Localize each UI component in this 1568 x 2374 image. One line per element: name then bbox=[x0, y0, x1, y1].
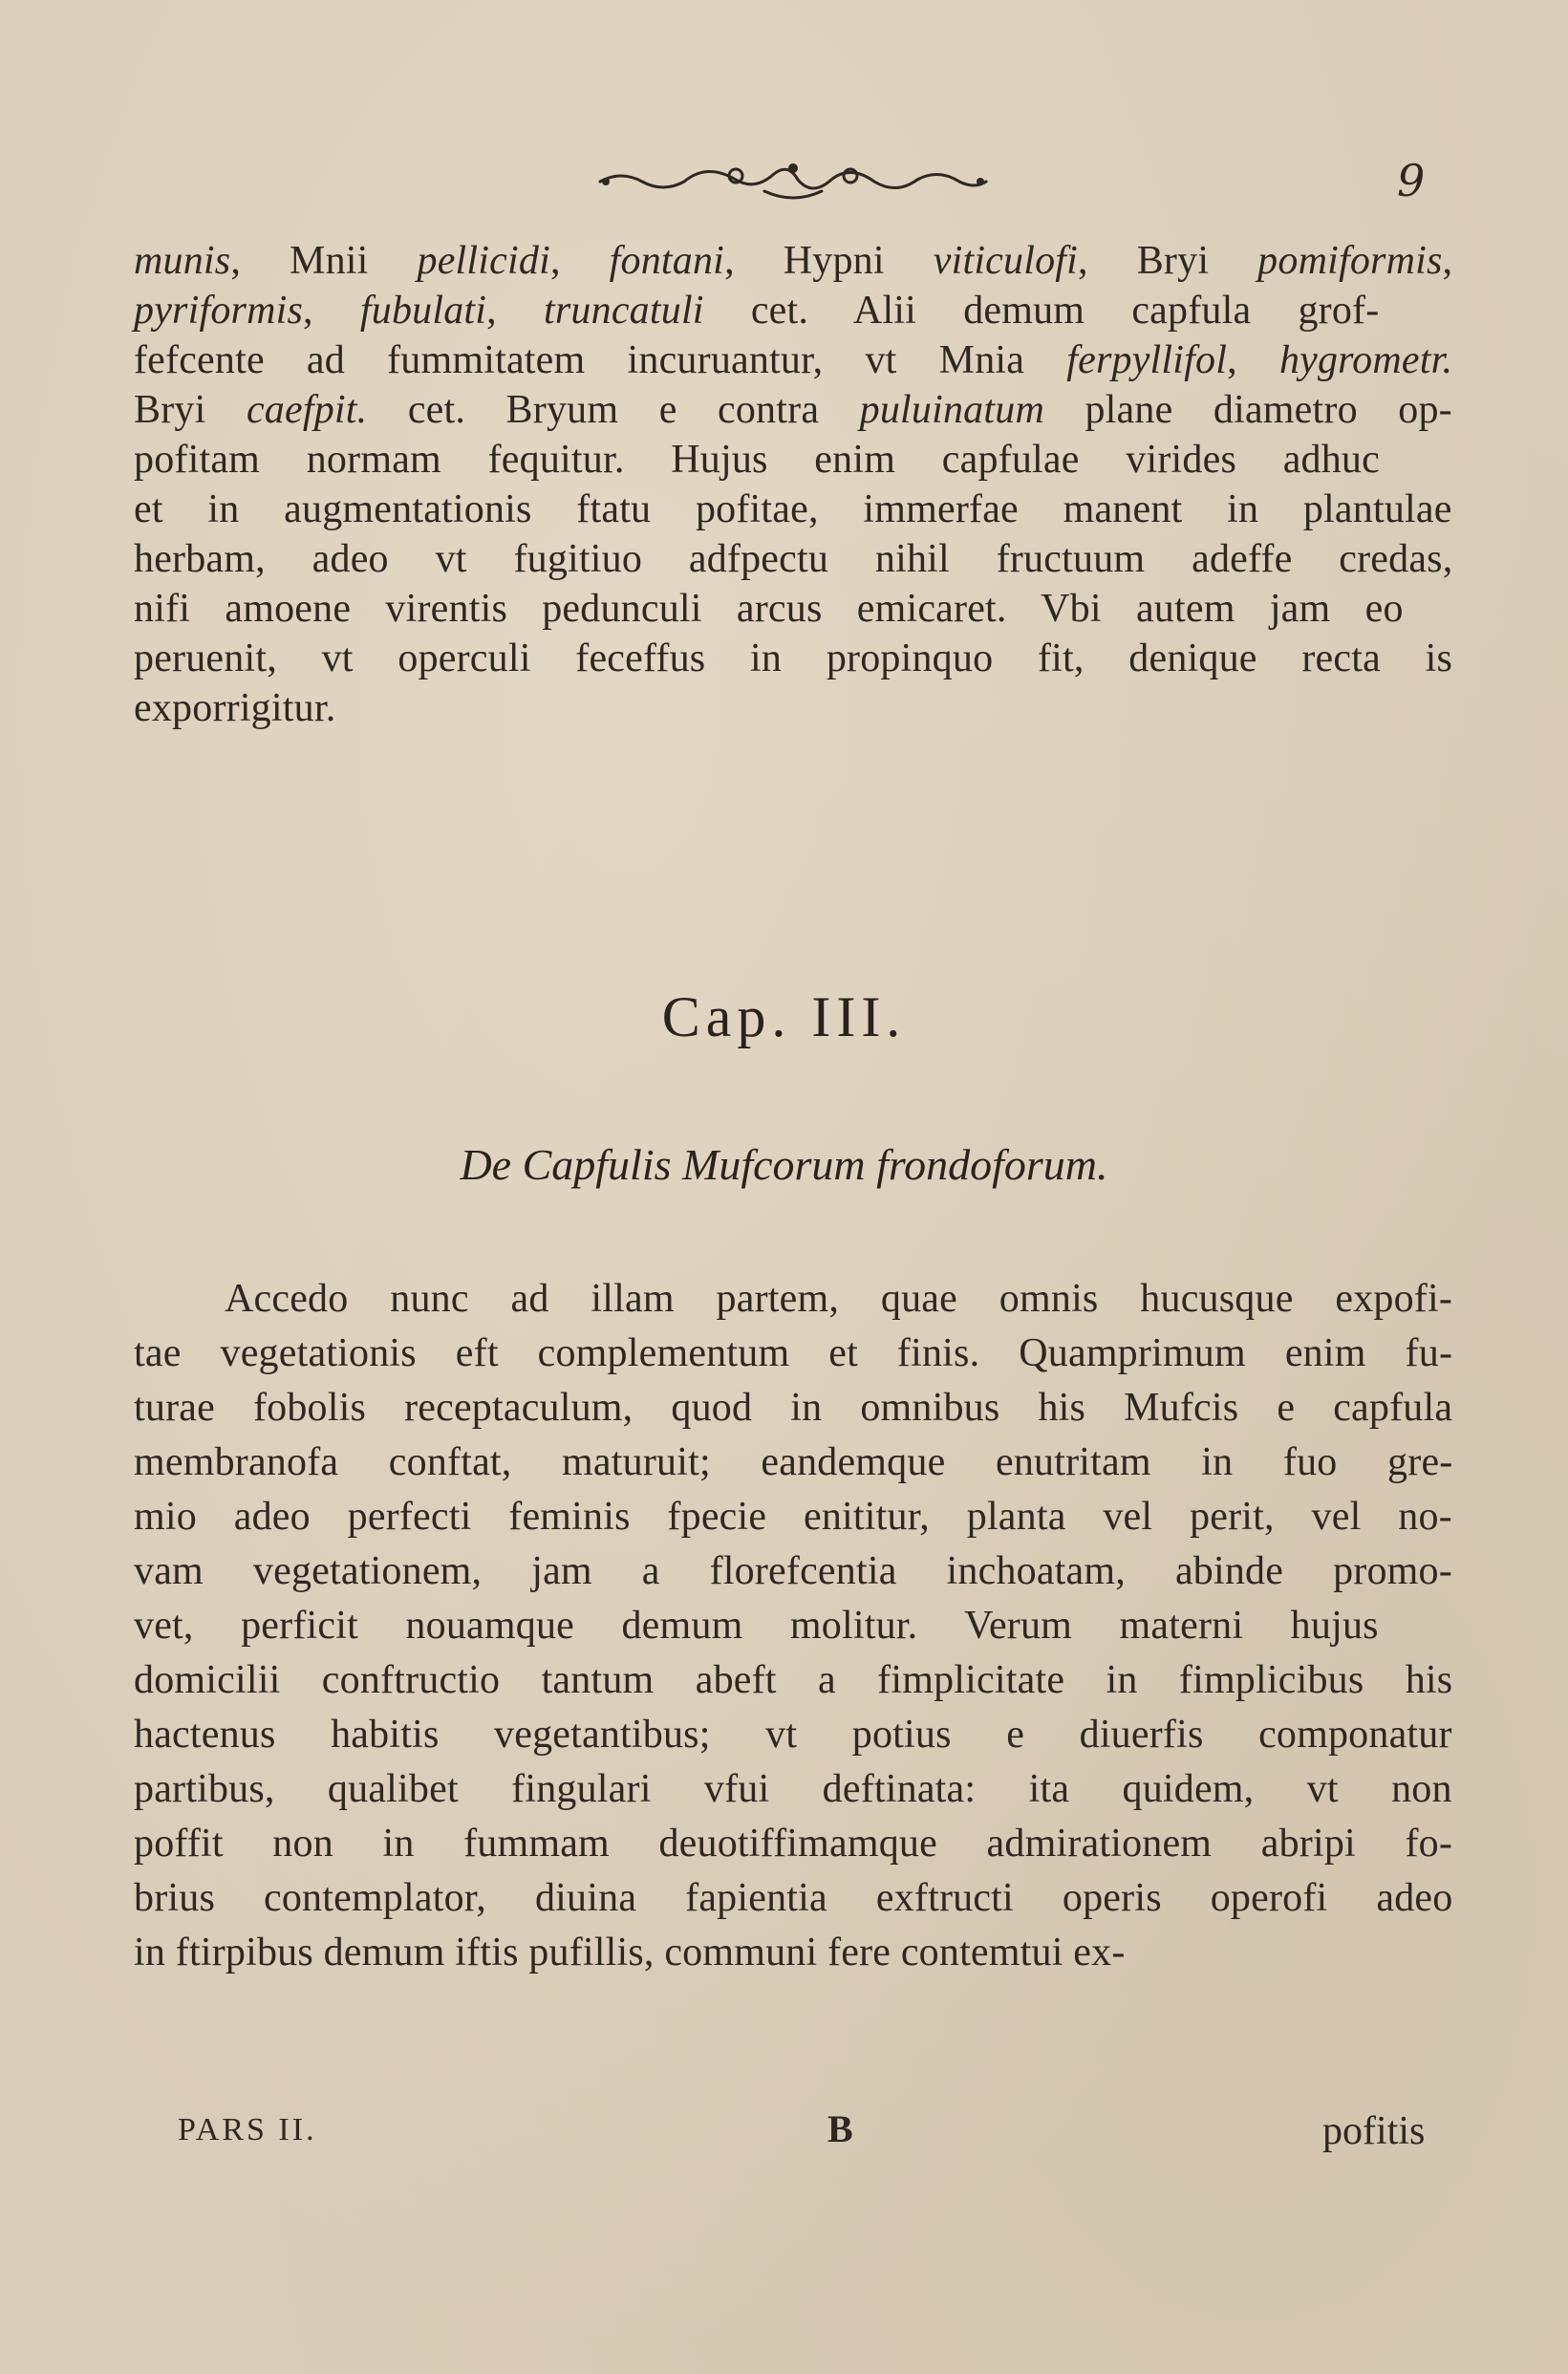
text-line bbox=[134, 1497, 1452, 1537]
text-line bbox=[134, 1388, 1452, 1428]
text-run: tae vegetationis eft complementum et finis. Quamprimum enim fu- bbox=[134, 1331, 1453, 1375]
chapter-heading: Cap. III. bbox=[661, 985, 907, 1048]
text-line bbox=[134, 340, 1452, 380]
italic-text: truncatuli bbox=[544, 289, 704, 333]
text-run: hactenus habitis vegetantibus; vt potius e diuerfis componatur bbox=[134, 1713, 1452, 1757]
text-run: , bbox=[303, 289, 360, 333]
text-line bbox=[134, 1660, 1452, 1700]
text-line bbox=[225, 1279, 1452, 1319]
text-line bbox=[134, 688, 335, 728]
sheet-mark: B bbox=[827, 2107, 853, 2150]
italic-text: pomiformis bbox=[1257, 239, 1443, 283]
text-run: herbam, adeo vt fugitiuo adfpectu nihil fructuum adeffe credas, bbox=[134, 537, 1453, 581]
signature-mark: PARS II. bbox=[178, 2112, 317, 2147]
italic-text: munis bbox=[134, 239, 231, 283]
text-line bbox=[134, 1606, 1379, 1646]
italic-text: hygrometr. bbox=[1278, 338, 1453, 382]
text-run: , Bryi bbox=[1078, 239, 1258, 283]
text-line bbox=[134, 390, 1452, 430]
text-run: nifi amoene virentis pedunculi arcus emicaret. Vbi autem jam eo bbox=[134, 587, 1404, 631]
text-run: , bbox=[549, 239, 610, 283]
text-run: , bbox=[486, 289, 545, 333]
text-line bbox=[134, 489, 1452, 529]
printer-ornament-icon bbox=[592, 153, 994, 206]
text-line bbox=[134, 539, 1452, 579]
text-line bbox=[134, 1769, 1452, 1809]
catchword: pofitis bbox=[1322, 2109, 1426, 2153]
italic-text: puluinatum bbox=[859, 388, 1044, 432]
text-run: fefcente ad fummitatem incuruantur, vt Mnia bbox=[134, 338, 1067, 382]
text-run: Bryi bbox=[134, 388, 247, 432]
text-run: vet, perficit nouamque demum molitur. Verum materni hujus bbox=[134, 1604, 1379, 1648]
text-run: , Hypni bbox=[724, 239, 934, 283]
page-number: 9 bbox=[1397, 155, 1426, 206]
text-run: , Mnii bbox=[230, 239, 418, 283]
text-run: cet. Alii demum capfula grof- bbox=[703, 289, 1380, 333]
text-line bbox=[134, 1824, 1452, 1864]
text-run: exporrigitur. bbox=[134, 686, 336, 730]
text-run: turae fobolis receptaculum, quod in omnibus his Mufcis e capfula bbox=[134, 1386, 1453, 1430]
text-run: pofitam normam fequitur. Hujus enim capfulae virides adhuc bbox=[134, 438, 1380, 482]
italic-text: pellicidi bbox=[417, 239, 550, 283]
text-run: peruenit, vt operculi feceffus in propinquo fit, denique recta is bbox=[134, 637, 1453, 680]
text-line bbox=[134, 440, 1380, 480]
text-run: brius contemplator, diuina fapientia exftructi operis operofi adeo bbox=[134, 1876, 1453, 1920]
text-run: Accedo nunc ad illam partem, quae omnis hucusque expofi- bbox=[225, 1277, 1453, 1321]
text-line bbox=[134, 291, 1379, 331]
text-line bbox=[134, 1715, 1452, 1755]
text-line bbox=[134, 1878, 1452, 1918]
text-line bbox=[134, 1932, 1126, 1973]
text-line bbox=[134, 1442, 1452, 1482]
text-run: mio adeo perfecti feminis fpecie enititur, planta vel perit, vel no- bbox=[134, 1495, 1452, 1539]
text-run: domicilii conftructio tantum abeft a fimplicitate in fimplicibus his bbox=[134, 1658, 1453, 1702]
text-run: , bbox=[1442, 239, 1453, 283]
text-line bbox=[134, 589, 1404, 629]
italic-text: viticulofi bbox=[933, 239, 1079, 283]
text-line bbox=[134, 1333, 1452, 1373]
text-run: plane diametro op- bbox=[1043, 388, 1452, 432]
chapter-subheading: De Capfulis Mufcorum frondoforum. bbox=[460, 1140, 1108, 1189]
text-run: cet. Bryum e contra bbox=[367, 388, 860, 432]
text-run: partibus, qualibet fingulari vfui deftinata: ita quidem, vt non bbox=[134, 1767, 1452, 1811]
italic-text: pyriformis bbox=[134, 289, 304, 333]
text-run: , bbox=[1227, 338, 1279, 382]
text-run: vam vegetationem, jam a florefcentia inchoatam, abinde promo- bbox=[134, 1549, 1452, 1593]
text-run: membranofa conftat, maturuit; eandemque enutritam in fuo gre- bbox=[134, 1440, 1453, 1484]
text-run: et in augmentationis ftatu pofitae, immerfae manent in plantulae bbox=[134, 487, 1452, 531]
text-run: in ftirpibus demum iftis pufillis, communi fere contemtui ex- bbox=[134, 1931, 1126, 1975]
text-line bbox=[134, 1551, 1452, 1591]
text-line bbox=[134, 241, 1452, 281]
italic-text: ferpyllifol bbox=[1066, 338, 1228, 382]
italic-text: fubulati bbox=[359, 289, 487, 333]
italic-text: caefpit. bbox=[246, 388, 368, 432]
text-run: poffit non in fummam deuotiffimamque admirationem abripi fo- bbox=[134, 1822, 1453, 1866]
text-line bbox=[134, 638, 1452, 679]
italic-text: fontani bbox=[609, 239, 725, 283]
